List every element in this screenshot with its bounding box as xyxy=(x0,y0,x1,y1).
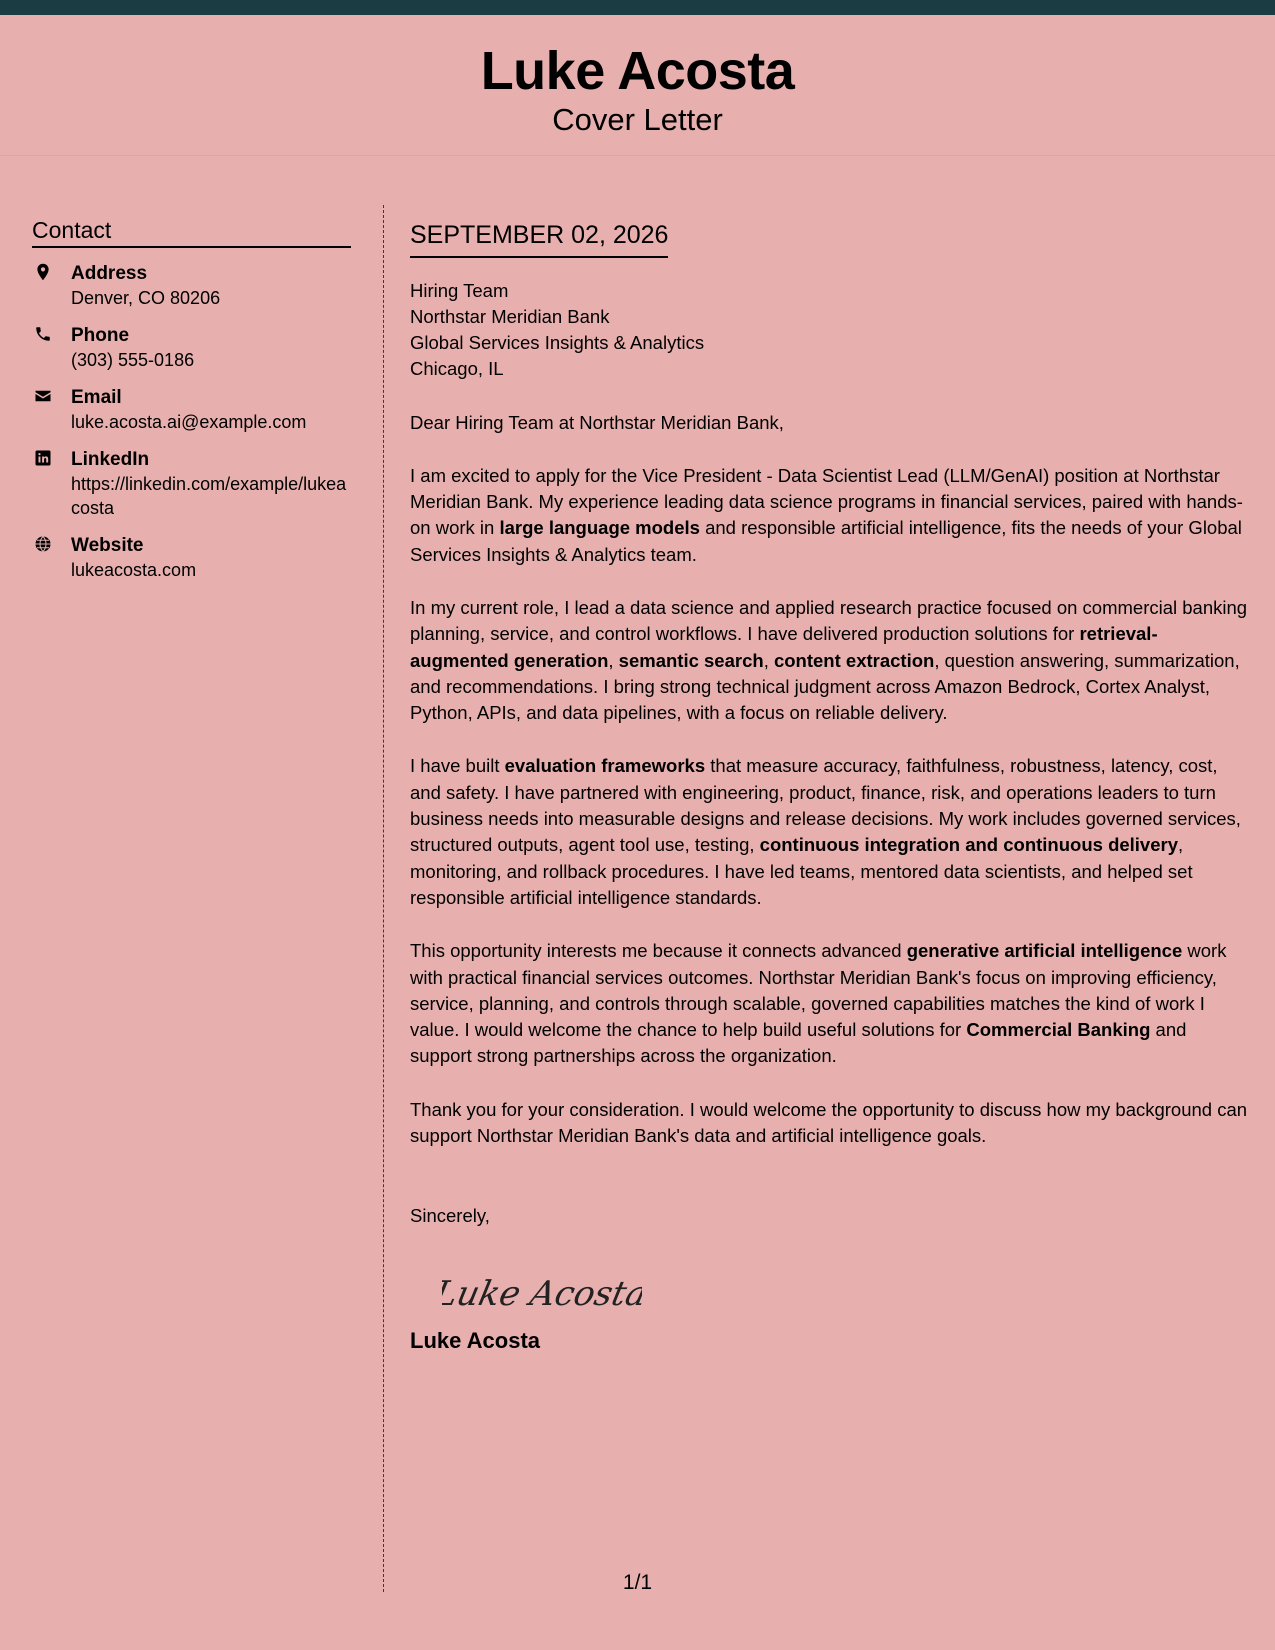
recipient-line: Global Services Insights & Analytics xyxy=(410,331,705,353)
letter-paragraph xyxy=(410,938,1250,1069)
contact-phone xyxy=(32,323,351,372)
paragraph-text: and support strong partnerships across the organization. xyxy=(410,1019,1187,1067)
emphasized-text: generative artificial intelligence xyxy=(906,940,1183,962)
emphasized-text: content extraction xyxy=(773,649,935,671)
contact-heading: Contact xyxy=(32,218,351,248)
letter-body xyxy=(410,222,1250,1354)
letter-paragraph xyxy=(410,753,1250,911)
emphasized-text: continuous integration and continuous delivery xyxy=(759,834,1178,856)
phone-label: Phone xyxy=(71,325,130,347)
paragraph-text: This opportunity interests me because it connects advanced xyxy=(410,940,907,962)
website-label: Website xyxy=(71,535,144,557)
paragraph-text: that measure accuracy, faithfulness, robustness, latency, cost, and safety. I have partnered with engineering, product, finance, risk, and operations leaders to turn business needs into measurable designs and release decisions. My work includes governed services, structured outputs, agent tool use, testing, xyxy=(410,755,1241,856)
contact-email xyxy=(32,385,351,434)
linkedin-icon xyxy=(34,449,52,467)
paragraph-text: I am excited to apply for the Vice President - Data Scientist Lead (LLM/GenAI) position at Northstar Meridian Bank. My experience leading data science programs in financial services, paired with hands-on work in xyxy=(410,464,1243,539)
map-pin-icon xyxy=(34,263,52,281)
contact-address xyxy=(32,261,351,310)
paragraph-text: In my current role, I lead a data science and applied research practice focused on commercial banking planning, service, and control workflows. I have delivered production solutions for xyxy=(410,596,1248,645)
emphasized-text: evaluation frameworks xyxy=(504,755,706,777)
paragraph-text: , question answering, summarization, and recommendations. I bring strong technical judgment across Amazon Bedrock, Cortex Analyst, Python, APIs, and data pipelines, with a focus on reliable delivery. xyxy=(410,649,1240,724)
letter-date: SEPTEMBER 02, 2026 xyxy=(410,222,668,258)
letter-paragraph xyxy=(410,1097,1250,1150)
signer-name: Luke Acosta xyxy=(410,1327,541,1353)
letter-paragraph xyxy=(410,463,1250,568)
contact-linkedin xyxy=(32,447,351,520)
phone-value: (303) 555-0186 xyxy=(71,350,195,371)
envelope-icon xyxy=(34,387,52,405)
document-subtitle: Cover Letter xyxy=(552,102,723,137)
recipient-line: Chicago, IL xyxy=(410,357,504,379)
page-number: 1/1 xyxy=(622,1571,653,1594)
emphasized-text: retrieval-augmented generation xyxy=(410,623,1158,671)
paragraph-text: , xyxy=(763,649,774,671)
contact-sidebar xyxy=(32,218,351,595)
emphasized-text: Commercial Banking xyxy=(966,1019,1151,1041)
paragraph-text: and responsible artificial intelligence, fits the needs of your Global Services Insights & Analytics team. xyxy=(410,517,1242,565)
email-label: Email xyxy=(71,387,122,409)
globe-icon xyxy=(34,535,52,553)
contact-website xyxy=(32,533,351,582)
recipient-line: Hiring Team xyxy=(410,279,509,301)
signature-glyphs: Luke Acosta xyxy=(442,1273,642,1314)
recipient-line: Northstar Meridian Bank xyxy=(410,305,610,327)
address-value: Denver, CO 80206 xyxy=(71,288,221,309)
email-value[interactable]: luke.acosta.ai@example.com xyxy=(71,412,307,433)
top-accent-bar xyxy=(0,0,1275,15)
handwritten-signature xyxy=(442,1260,1250,1322)
applicant-name: Luke Acosta xyxy=(480,41,795,101)
column-divider xyxy=(383,205,384,1592)
signature-image xyxy=(442,1260,642,1322)
emphasized-text: large language models xyxy=(499,517,700,539)
paragraph-text: work with practical financial services outcomes. Northstar Meridian Bank's focus on improving efficiency, service, planning, and controls through scalable, governed capabilities matches the kind of work I value. I would welcome the chance to help build useful solutions for xyxy=(410,940,1227,1041)
paragraph-text: I have built xyxy=(410,755,505,777)
letter-greeting: Dear Hiring Team at Northstar Meridian Bank, xyxy=(410,411,784,433)
paragraph-text: , monitoring, and rollback procedures. I have led teams, mentored data scientists, and helped set responsible artificial intelligence standards. xyxy=(410,834,1193,908)
paragraph-text: , xyxy=(608,649,619,671)
linkedin-value[interactable]: https://linkedin.com/example/lukeacosta xyxy=(71,474,347,519)
emphasized-text: semantic search xyxy=(618,649,764,671)
linkedin-label: LinkedIn xyxy=(71,449,150,471)
recipient-block xyxy=(410,278,1250,382)
letter-closing: Sincerely, xyxy=(410,1205,490,1227)
page-header xyxy=(0,15,1275,156)
paragraph-text: Thank you for your consideration. I would welcome the opportunity to discuss how my background can support Northstar Meridian Bank's data and artificial intelligence goals. xyxy=(410,1098,1248,1147)
phone-icon xyxy=(34,325,52,343)
letter-paragraph xyxy=(410,595,1250,726)
address-label: Address xyxy=(71,263,148,285)
website-value[interactable]: lukeacosta.com xyxy=(71,560,197,581)
